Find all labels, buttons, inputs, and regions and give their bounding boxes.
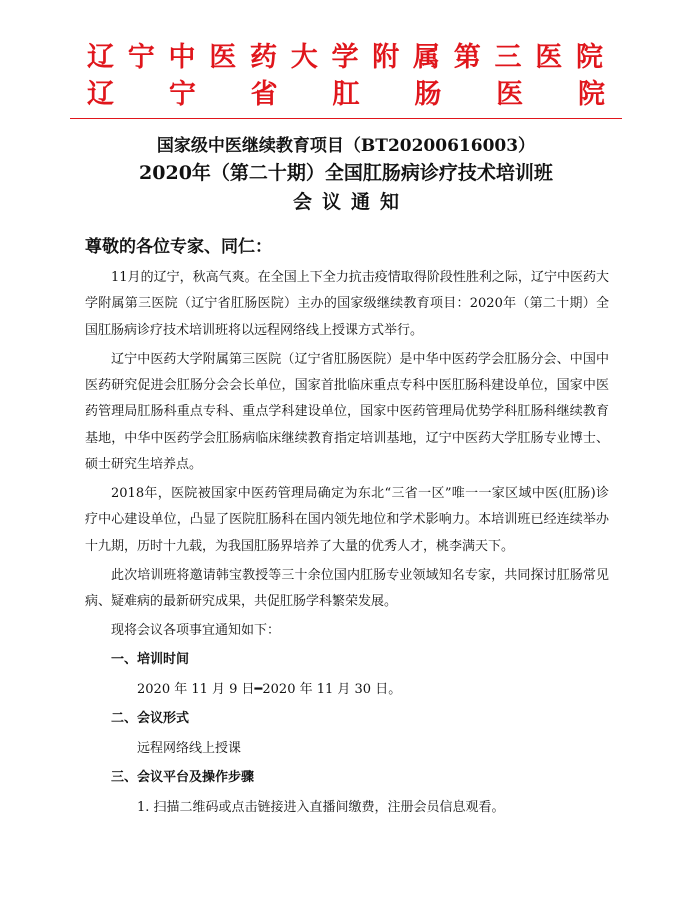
section-heading-meeting-format: 二、会议形式 [111, 710, 190, 726]
paragraph: 此次培训班将邀请韩宝教授等三十余位国内肛肠专业领域知名专家，共同探讨肛肠常见病、疑难病的最新研究成果，共促肛肠学科繁荣发展。 [85, 567, 609, 610]
course-title: 2020年（第二十期）全国肛肠病诊疗技术培训班 [139, 162, 553, 184]
section-content-training-time: 2020 年 11 月 9 日━2020 年 11 月 30 日。 [137, 682, 402, 698]
header-divider [70, 118, 622, 119]
greeting: 尊敬的各位专家、同仁： [85, 237, 272, 257]
paragraph: 11月的辽宁，秋高气爽。在全国上下全力抗击疫情取得阶段性胜利之际，辽宁中医药大学附属第三医院（辽宁省肛肠医院）主办的国家级继续教育项目：2020年（第二十期）全国肛肠病诊疗技术培训班将以远程网络线上授课方式举行。 [85, 270, 609, 338]
paragraph: 2018年，医院被国家中医药管理局确定为东北“三省一区”唯一一家区域中医(肛肠)诊疗中心建设单位，凸显了医院肛肠科在国内领先地位和学术影响力。本培训班已经连续举办十九期，历时十九载，为我国肛肠界培养了大量的优秀人才，桃李满天下。 [85, 486, 609, 554]
section-content-platform-steps: 1. 扫描二维码或点击链接进入直播间缴费，注册会员信息观看。 [137, 800, 505, 816]
paragraph: 辽宁中医药大学附属第三医院（辽宁省肛肠医院）是中华中医药学会肛肠分会、中国中医药研究促进会肛肠分会会长单位，国家首批临床重点专科中医肛肠科建设单位，国家中医药管理局肛肠科重点专科、重点学科建设单位，国家中医药管理局优势学科肛肠科继续教育基地，中华中医药学会肛肠病临床继续教育指定培训基地，辽宁中医药大学肛肠专业博士、硕士研究生培养点。 [85, 351, 609, 473]
project-title: 国家级中医继续教育项目（BT20200616003） [156, 136, 536, 156]
notice-title: 会议通知 [292, 191, 409, 213]
notice-body [85, 265, 609, 824]
paragraph: 现将会议各项事宜通知如下： [111, 622, 281, 638]
hospital-name-header: 辽宁中医药大学附属第三医院 [87, 42, 605, 73]
section-heading-platform-steps: 三、会议平台及操作步骤 [111, 770, 255, 786]
hospital-alias-header: 辽宁省肛肠医院 [87, 79, 605, 110]
section-content-meeting-format: 远程网络线上授课 [137, 741, 242, 757]
section-heading-training-time: 一、培训时间 [111, 651, 190, 667]
